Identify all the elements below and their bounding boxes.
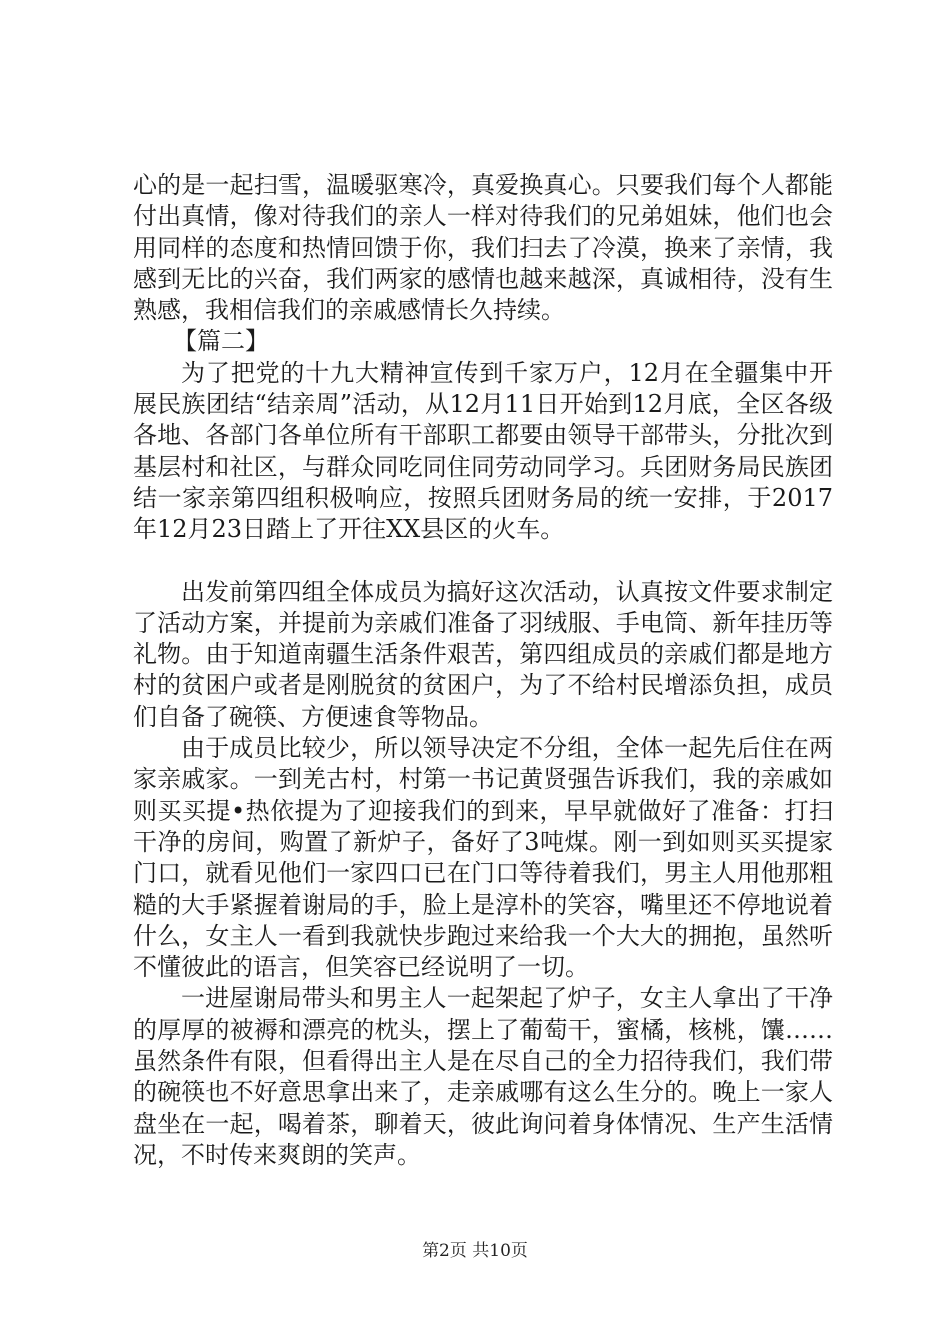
paragraph-intro: 为了把党的十九大精神宣传到千家万户，12月在全疆集中开展民族团结“结亲周”活动，从12月11日开始到12月底，全区各级各地、各部门各单位所有干部职工都要由领导干部带头，分批次到基层村和社区，与群众同吃同住同劳动同学习。兵团财务局民族团结一家亲第四组积极响应，按照兵团财务局的统一安排，于2017年12月23日踏上了开往XX县区的火车。: [133, 358, 833, 544]
section-heading: 【篇二】: [173, 327, 269, 356]
paragraph-continuation: 心的是一起扫雪，温暖驱寒冷，真爱换真心。只要我们每个人都能付出真情，像对待我们的亲人一样对待我们的兄弟姐妹，他们也会用同样的态度和热情回馈于你，我们扫去了冷漠，换来了亲情，我感到无比的兴奋，我们两家的感情也越来越深，真诚相待，没有生熟感，我相信我们的亲戚感情长久持续。: [133, 171, 833, 325]
page-number-footer: 第2页 共10页: [422, 1241, 528, 1261]
paragraph-spacer: [133, 546, 833, 577]
paragraph-evening: 一进屋谢局带头和男主人一起架起了炉子，女主人拿出了干净的厚厚的被褥和漂亮的枕头，摆上了葡萄干，蜜橘，核桃，馕……虽然条件有限，但看得出主人是在尽自己的全力招待我们，我们带的碗筷也不好意思拿出来了，走亲戚哪有这么生分的。晚上一家人盘坐在一起，喝着茶，聊着天，彼此询问着身体情况、生产生活情况，不时传来爽朗的笑声。: [133, 984, 833, 1169]
paragraph-arrival: 由于成员比较少，所以领导决定不分组，全体一起先后住在两家亲戚家。一到羌古村，村第一书记黄贤强告诉我们，我的亲戚如则买买提•热依提为了迎接我们的到来，早早就做好了准备：打扫干净的房间，购置了新炉子，备好了3吨煤。刚一到如则买买提家门口，就看见他们一家四口已在门口等待着我们，男主人用他那粗糙的大手紧握着谢局的手，脸上是淳朴的笑容，嘴里还不停地说着什么，女主人一看到我就快步跑过来给我一个大大的拥抱，虽然听不懂彼此的语言，但笑容已经说明了一切。: [133, 734, 833, 982]
paragraph-preparation: 出发前第四组全体成员为搞好这次活动，认真按文件要求制定了活动方案，并提前为亲戚们准备了羽绒服、手电筒、新年挂历等礼物。由于知道南疆生活条件艰苦，第四组成员的亲戚们都是地方村的贫困户或者是刚脱贫的贫困户，为了不给村民增添负担，成员们自备了碗筷、方便速食等物品。: [133, 577, 833, 731]
document-body: [133, 170, 833, 1171]
